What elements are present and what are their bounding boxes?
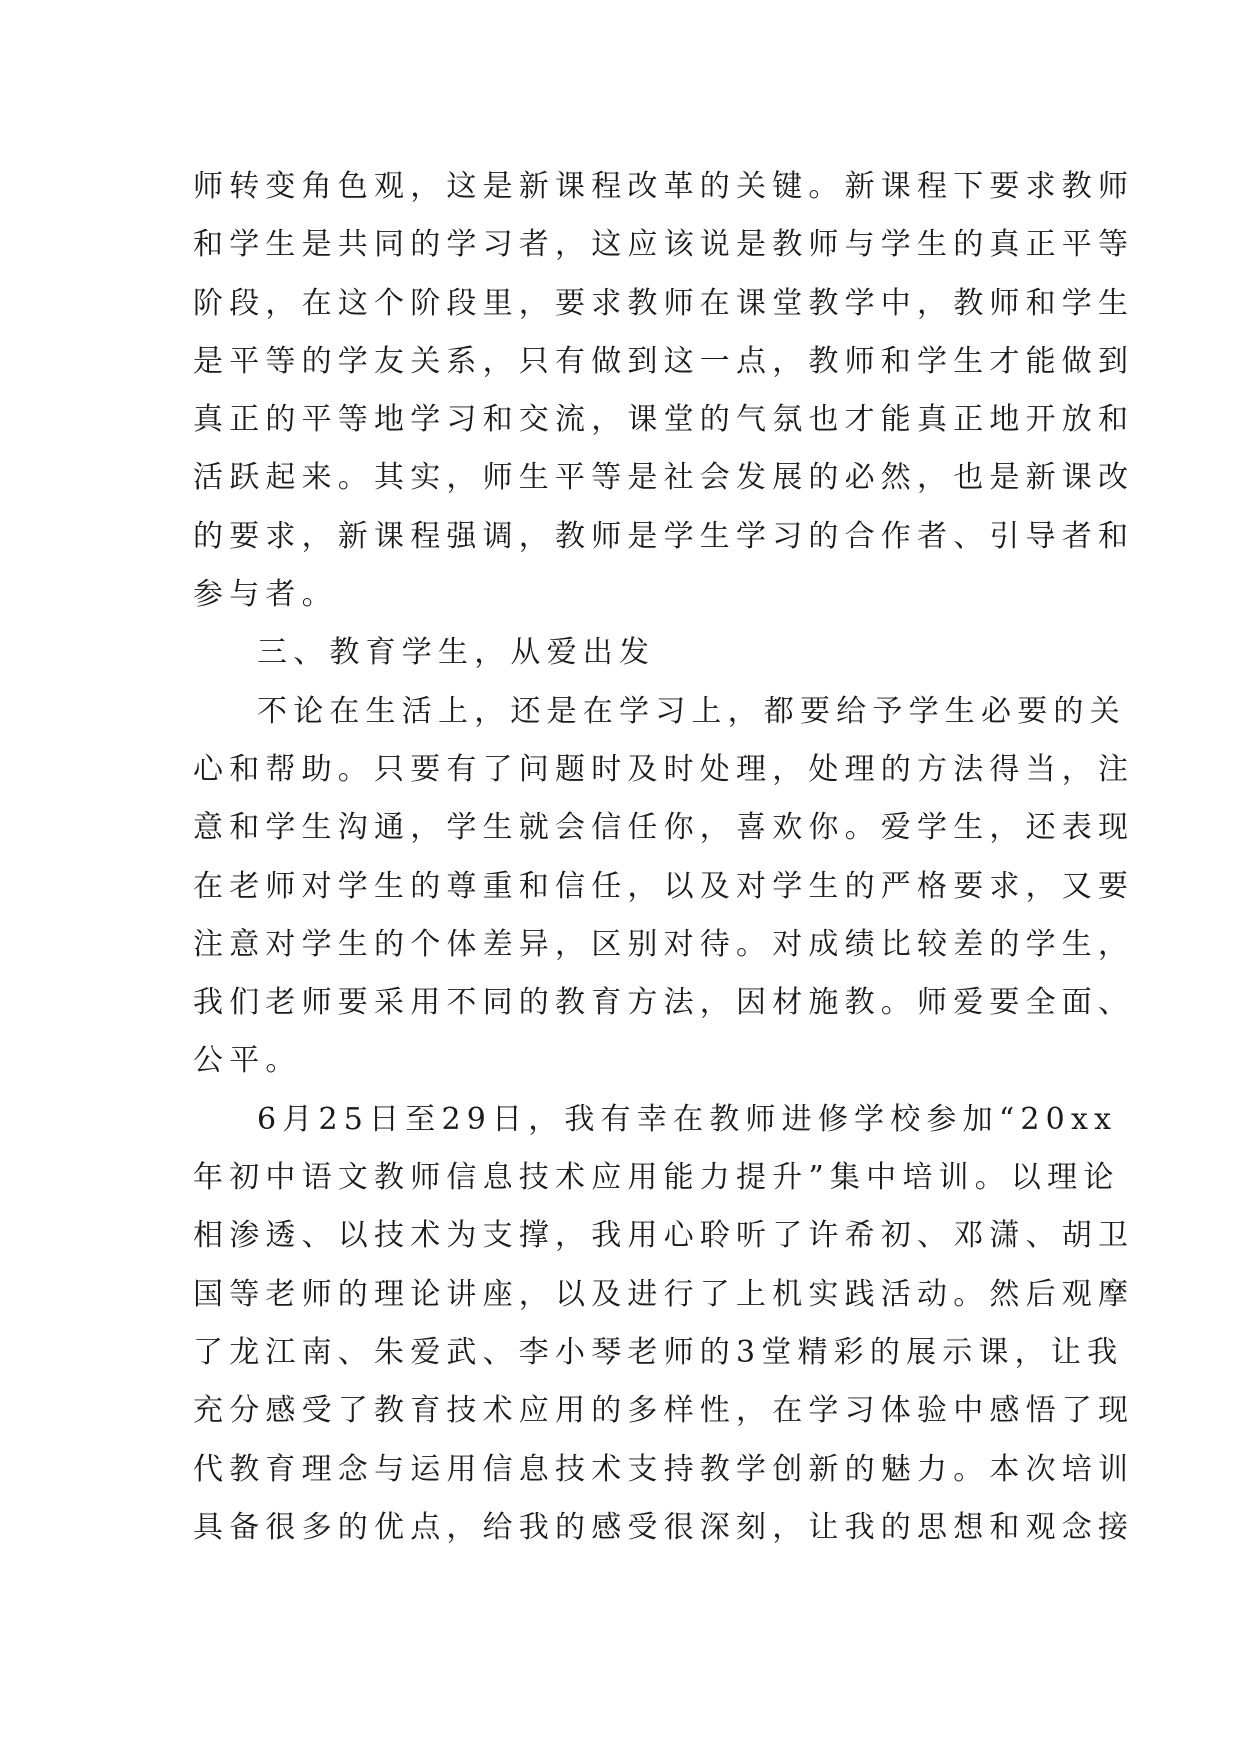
text-line: 6月25日至29日，我有幸在教师进修学校参加“20xx [257, 1101, 1118, 1137]
text-line: 意和学生沟通，学生就会信任你，喜欢你。爱学生，还表现 [193, 810, 1135, 846]
text-line: 代教育理念与运用信息技术支持教学创新的魅力。本次培训 [193, 1451, 1135, 1487]
text-line: 师转变角色观，这是新课程改革的关键。新课程下要求教师 [193, 169, 1135, 204]
text-line: 是平等的学友关系，只有做到这一点，教师和学生才能做到 [193, 343, 1135, 379]
text-line: 活跃起来。其实，师生平等是社会发展的必然，也是新课改 [193, 460, 1135, 496]
text-line: 的要求，新课程强调，教师是学生学习的合作者、引导者和 [193, 518, 1135, 554]
text-line: 具备很多的优点，给我的感受很深刻，让我的思想和观念接 [193, 1509, 1135, 1545]
text-line: 公平。 [193, 1043, 302, 1079]
section-heading: 三、教育学生，从爱出发 [257, 635, 656, 671]
text-line: 我们老师要采用不同的教育方法，因材施教。师爱要全面、 [193, 985, 1135, 1021]
text-line: 相渗透、以技术为支撑，我用心聆听了许希初、邓潇、胡卫 [193, 1218, 1135, 1254]
text-line: 国等老师的理论讲座，以及进行了上机实践活动。然后观摩 [193, 1276, 1135, 1312]
document-body [193, 158, 1135, 1557]
text-line: 参与者。 [193, 577, 338, 613]
text-line: 了龙江南、朱爱武、李小琴老师的3堂精彩的展示课，让我 [193, 1334, 1124, 1370]
text-line: 在老师对学生的尊重和信任，以及对学生的严格要求，又要 [193, 868, 1135, 904]
text-line: 阶段，在这个阶段里，要求教师在课堂教学中，教师和学生 [193, 285, 1135, 321]
text-line: 真正的平等地学习和交流，课堂的气氛也才能真正地开放和 [193, 402, 1135, 438]
text-line: 充分感受了教育技术应用的多样性，在学习体验中感悟了现 [193, 1393, 1135, 1429]
text-line: 注意对学生的个体差异，区别对待。对成绩比较差的学生， [193, 926, 1135, 962]
text-line: 心和帮助。只要有了问题时及时处理，处理的方法得当，注 [193, 751, 1135, 787]
text-line: 年初中语文教师信息技术应用能力提升”集中培训。以理论 [193, 1160, 1120, 1196]
text-line: 不论在生活上，还是在学习上，都要给予学生必要的关 [257, 693, 1126, 729]
text-line: 和学生是共同的学习者，这应该说是教师与学生的真正平等 [193, 227, 1135, 263]
